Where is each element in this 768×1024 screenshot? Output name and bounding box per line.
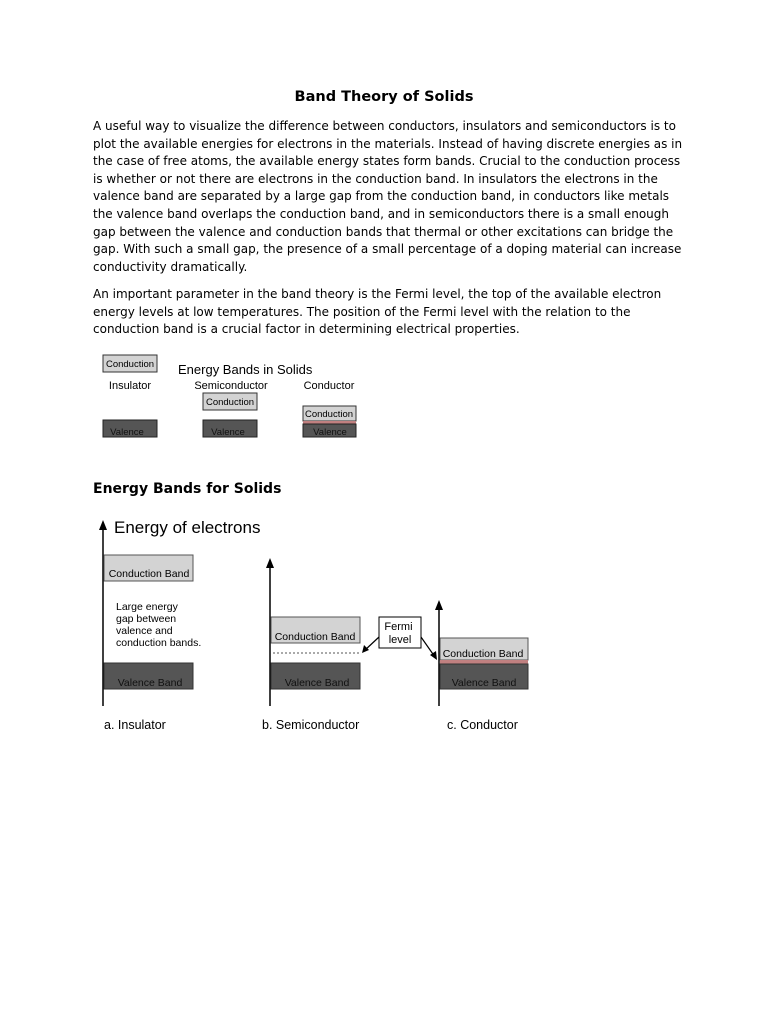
gap-note-line-3: valence and <box>116 625 173 637</box>
semiconductor-conduction-label: Conduction <box>205 397 255 408</box>
caption-conductor: c. Conductor <box>447 718 518 732</box>
fermi-label-line-2: level <box>388 634 412 646</box>
insulator-valence-band-label: Valence Band <box>117 677 183 689</box>
semiconductor-valence-label: Valence <box>211 427 245 438</box>
gap-note-line-2: gap between <box>116 613 177 625</box>
insulator-axis-arrow-icon <box>99 520 107 530</box>
fermi-arrow-left-head-icon <box>362 645 369 653</box>
energy-axis-label: Energy of electrons <box>114 518 261 537</box>
caption-semiconductor: b. Semiconductor <box>262 718 360 732</box>
conductor-overlap-band-2 <box>440 660 528 664</box>
conductor-label: Conductor <box>303 380 355 392</box>
semiconductor-axis-arrow-icon <box>266 558 274 568</box>
insulator-valence-label: Valence <box>110 427 144 438</box>
insulator-conduction-band-label: Conduction Band <box>108 568 190 580</box>
gap-note-line-4: conduction bands. <box>116 637 202 649</box>
gap-note-line-1: Large energy <box>116 601 178 613</box>
paragraph-intro: A useful way to visualize the difference between conductors, insulators and semiconductors is to plot the available energies for electrons in the materials. Instead of having discrete energies as in the case of free atoms, the available energy states form bands. Crucial to the conduction process is whether or not there are electrons in the conduction band. In insulators the electrons in the valence band are separated by a large gap from the conduction band, in conductors like metals the valence band overlaps the conduction band, and in semiconductors there is a small enough gap between the valence and conduction bands that thermal or other excitations can bridge the gap. With such a small gap, the presence of a small percentage of a doping material can increase conductivity dramatically. <box>93 119 683 274</box>
figure-energy-bands-for-solids <box>99 518 528 732</box>
paragraph-fermi: An important parameter in the band theory is the Fermi level, the top of the available electron energy levels at low temperatures. The position of the Fermi level with the relation to the conduction band is a crucial factor in determining electrical properties. <box>93 287 662 337</box>
insulator-conduction-label: Conduction <box>105 359 155 370</box>
document-title: Band Theory of Solids <box>294 89 474 105</box>
semiconductor-label: Semiconductor <box>194 380 268 392</box>
conductor-axis-arrow-icon <box>435 600 443 610</box>
fermi-level-label <box>384 621 415 646</box>
conductor-valence-label: Valence <box>313 427 347 438</box>
conductor-conduction-band-label: Conduction Band <box>442 648 524 660</box>
conductor-valence-band-label: Valence Band <box>451 677 517 689</box>
figure-energy-bands-in-solids <box>103 355 356 438</box>
caption-insulator: a. Insulator <box>104 718 166 732</box>
insulator-label: Insulator <box>108 380 152 392</box>
section-heading: Energy Bands for Solids <box>93 481 282 497</box>
conductor-conduction-label: Conduction <box>304 409 354 420</box>
figure1-title: Energy Bands in Solids <box>178 362 313 377</box>
fermi-label-line-1: Fermi <box>384 621 413 633</box>
gap-note <box>116 601 201 649</box>
semiconductor-valence-band-label: Valence Band <box>284 677 350 689</box>
semiconductor-conduction-band-label: Conduction Band <box>274 631 356 643</box>
